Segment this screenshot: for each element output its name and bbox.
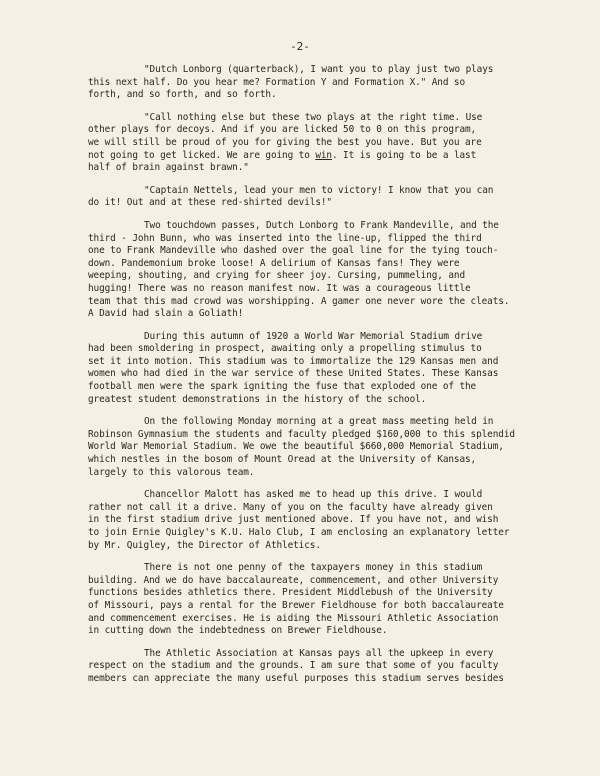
paragraph-5 [88, 331, 508, 407]
underlined-word: win [315, 149, 332, 161]
text-line: team that this mad crowd was worshipping. A gamer one never wore the cleats. [88, 295, 510, 307]
paragraph-7 [88, 489, 508, 552]
text-line: building. And we do have baccalaureate, commencement, and other University [88, 574, 499, 586]
paragraph-1 [88, 64, 508, 102]
text-line: On the following Monday morning at a great mass meeting held in [144, 416, 494, 428]
page-number: -2- [290, 40, 310, 53]
text-line: we will still be proud of you for giving the best you have. But you are [88, 136, 482, 148]
text-line: largely to this valorous team. [88, 466, 255, 478]
text-line: football men were the spark igniting the fuse that exploded one of the [88, 381, 477, 393]
text-line: The Athletic Association at Kansas pays all the upkeep in every [144, 647, 494, 659]
text-line: one to Frank Mandeville who dashed over the goal line for the tying touch- [88, 245, 499, 257]
text-line: other plays for decoys. And if you are licked 50 to 0 on this program, [88, 124, 477, 136]
paragraph-3 [88, 185, 508, 210]
text-line: respect on the stadium and the grounds. I am sure that some of you faculty [88, 660, 499, 672]
text-line: greatest student demonstrations in the history of the school. [88, 393, 427, 405]
text-line: During this autumn of 1920 a World War Memorial Stadium drive [144, 330, 483, 342]
text-line: Chancellor Malott has asked me to head up this drive. I would [144, 489, 483, 501]
text-line: third - John Bunn, who was inserted into the line-up, flipped the third [88, 232, 482, 244]
text-line: "Call nothing else but these two plays at the right time. Use [144, 111, 483, 123]
text-line: which nestles in the bosom of Mount Oread at the University of Kansas, [88, 454, 477, 466]
text-line: set it into motion. This stadium was to immortalize the 129 Kansas men and [88, 355, 499, 367]
text-line: Robinson Gymnasium the students and faculty pledged $160,000 to this splendid [88, 428, 515, 440]
document-body [88, 64, 515, 696]
text-segment: . It is going to be a last [331, 149, 477, 161]
text-line: this next half. Do you hear me? Formation Y and Formation X." And so [88, 76, 466, 88]
text-segment: not going to get licked. We are going to [88, 149, 316, 161]
text-line: do it! Out and at these red-shirted devils!" [88, 197, 332, 209]
text-line: hugging! There was no reason manifest now. It was a courageous little [88, 282, 471, 294]
text-line: World War Memorial Stadium. We owe the beautiful $660,000 Memorial Stadium, [88, 441, 504, 453]
text-line: had been smoldering in prospect, awaiting only a propelling stimulus to [88, 343, 482, 355]
text-line: rather not call it a drive. Many of you on the faculty have already given [88, 501, 493, 513]
text-line: "Captain Nettels, lead your men to victory! I know that you can [144, 184, 494, 196]
paragraph-8 [88, 562, 508, 638]
text-line: down. Pandemonium broke loose! A delirium of Kansas fans! They were [88, 257, 460, 269]
text-line: half of brain against brawn." [88, 162, 249, 174]
text-line: weeping, shouting, and crying for sheer joy. Cursing, pummeling, and [88, 270, 466, 282]
text-line: in the first stadium drive just mentioned above. If you have not, and wish [88, 514, 499, 526]
paragraph-6 [88, 416, 515, 479]
text-line: of Missouri, pays a rental for the Brewer Fieldhouse for both baccalaureate [88, 599, 504, 611]
text-line: "Dutch Lonborg (quarterback), I want you to play just two plays [144, 64, 494, 75]
text-line: by Mr. Quigley, the Director of Athletics. [88, 539, 321, 551]
text-line: Two touchdown passes, Dutch Lonborg to Frank Mandeville, and the [144, 219, 499, 231]
text-line: forth, and so forth, and so forth. [88, 89, 277, 101]
text-line: members can appreciate the many useful purposes this stadium serves besides [88, 672, 504, 684]
paragraph-9 [88, 648, 508, 686]
text-line-with-underline [88, 150, 508, 163]
text-line: and commencement exercises. He is aiding the Missouri Athletic Association [88, 612, 499, 624]
paragraph-4 [88, 220, 508, 321]
text-line: There is not one penny of the taxpayers money in this stadium [144, 562, 483, 574]
paragraph-2 [88, 112, 508, 175]
text-line: A David had slain a Goliath! [88, 308, 244, 320]
text-line: women who had died in the war service of these United States. These Kansas [88, 368, 499, 380]
text-line: functions besides athletics there. President Middlebush of the University [88, 587, 493, 599]
text-line: in cutting down the indebtedness on Brewer Fieldhouse. [88, 625, 388, 637]
text-line: to join Ernie Quigley's K.U. Halo Club, I am enclosing an explanatory letter [88, 527, 510, 538]
